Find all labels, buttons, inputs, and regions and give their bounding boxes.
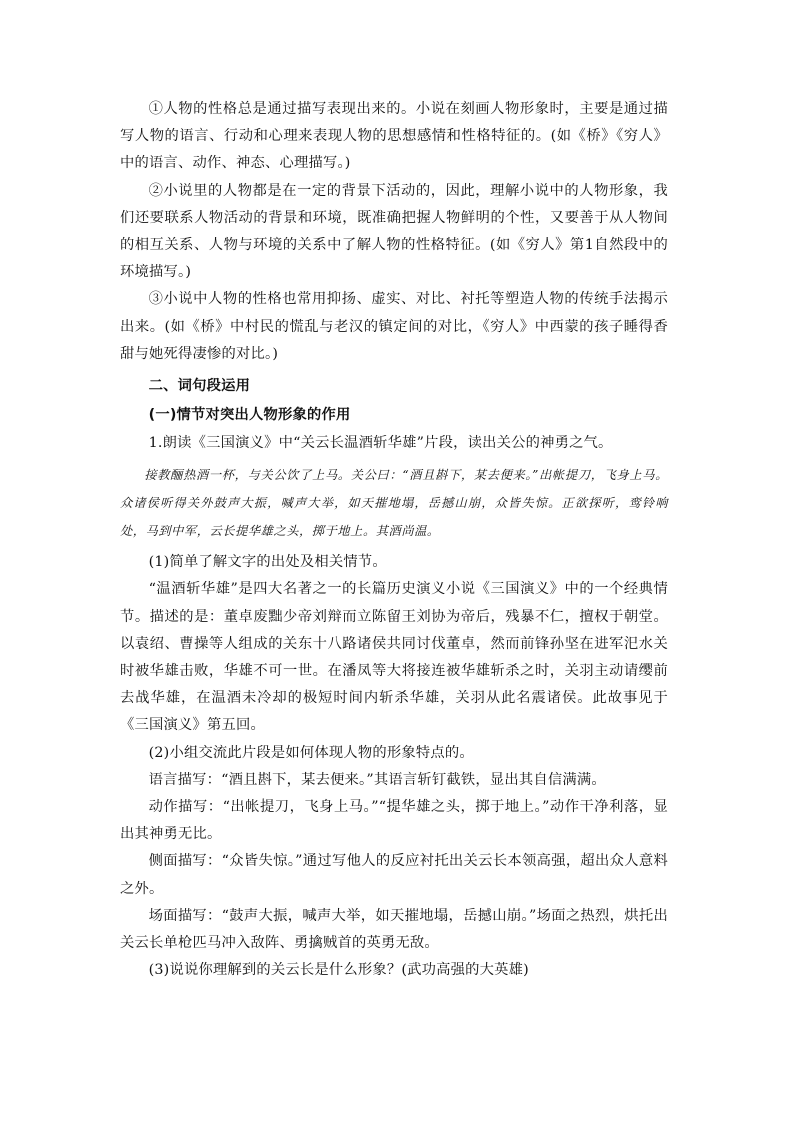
section-subtitle: (一)情节对突出人物形象的作用 xyxy=(148,407,351,424)
task1-intro: 1.朗读《三国演义》中“关云长温酒斩华雄”片段，读出关公的神勇之气。 xyxy=(148,435,613,452)
paragraph-character-background: ②小说里的人物都是在一定的背景下活动的，因此，理解小说中的人物形象，我们还要联系人物活动的背景和环境，既准确把握人物鲜明的个性，又要善于从人物间的相互关系、人物与环境的关系中了解人物的性格特征。(如《穷人》第1自然段中的环境描写。) xyxy=(120,182,668,281)
task1-quote: 接教酾热酒一杯，与关公饮了上马。关公曰：“酒且斟下，某去便来。”出帐提刀，飞身上马。众诸侯听得关外鼓声大振，喊声大举，如天摧地塌，岳撼山崩，众皆失惊。正欲探听，鸾铃响处，马到中军，云长提华雄之头，掷于地上。其酒尚温。 xyxy=(120,468,668,539)
question-1-answer: “温酒斩华雄”是四大名著之一的长篇历史演义小说《三国演义》中的一个经典情节。描述的是：董卓废黜少帝刘辩而立陈留王刘协为帝后，残暴不仁，擅权于朝堂。以袁绍、曹操等人组成的关东十八路诸侯共同讨伐董卓，然而前锋孙坚在进军汜水关时被华雄击败，华雄不可一世。在潘凤等大将接连被华雄斩杀之时，关羽主动请缨前去战华雄，在温酒未冷却的极短时间内斩杀华雄，关羽从此名震诸侯。此故事见于《三国演义》第五回。 xyxy=(120,581,668,734)
document-page xyxy=(120,96,668,984)
question-2: (2)小组交流此片段是如何体现人物的形象特点的。 xyxy=(148,744,474,761)
question-3: (3)说说你理解到的关云长是什么形象？(武功高强的大英雄) xyxy=(148,962,529,979)
language-description: 语言描写：“酒且斟下，某去便来。”其语言斩钉截铁，显出其自信满满。 xyxy=(148,771,606,788)
paragraph-character-description: ①人物的性格总是通过描写表现出来的。小说在刻画人物形象时，主要是通过描写人物的语言、行动和心理来表现人物的思想感情和性格特征的。(如《桥》《穷人》中的语言、动作、神态、心理描写。) xyxy=(120,101,668,172)
paragraph-character-techniques: ③小说中人物的性格也常用抑扬、虚实、对比、衬托等塑造人物的传统手法揭示出来。(如《桥》中村民的慌乱与老汉的镇定间的对比，《穷人》中西蒙的孩子睡得香甜与她死得凄惨的对比。) xyxy=(120,291,668,362)
question-1: (1)简单了解文字的出处及相关情节。 xyxy=(148,554,387,571)
side-description: 侧面描写：“众皆失惊。”通过写他人的反应衬托出关云长本领高强，超出众人意料之外。 xyxy=(120,853,668,897)
scene-description: 场面描写：“鼓声大振，喊声大举，如天摧地塌，岳撼山崩。”场面之热烈，烘托出关云长单枪匹马冲入敌阵、勇擒贼首的英勇无敌。 xyxy=(120,907,668,952)
section-title: 二、词句段运用 xyxy=(148,378,251,395)
action-description: 动作描写：“出帐提刀，飞身上马。”“提华雄之头，掷于地上。”动作干净利落，显出其神勇无比。 xyxy=(120,799,668,843)
